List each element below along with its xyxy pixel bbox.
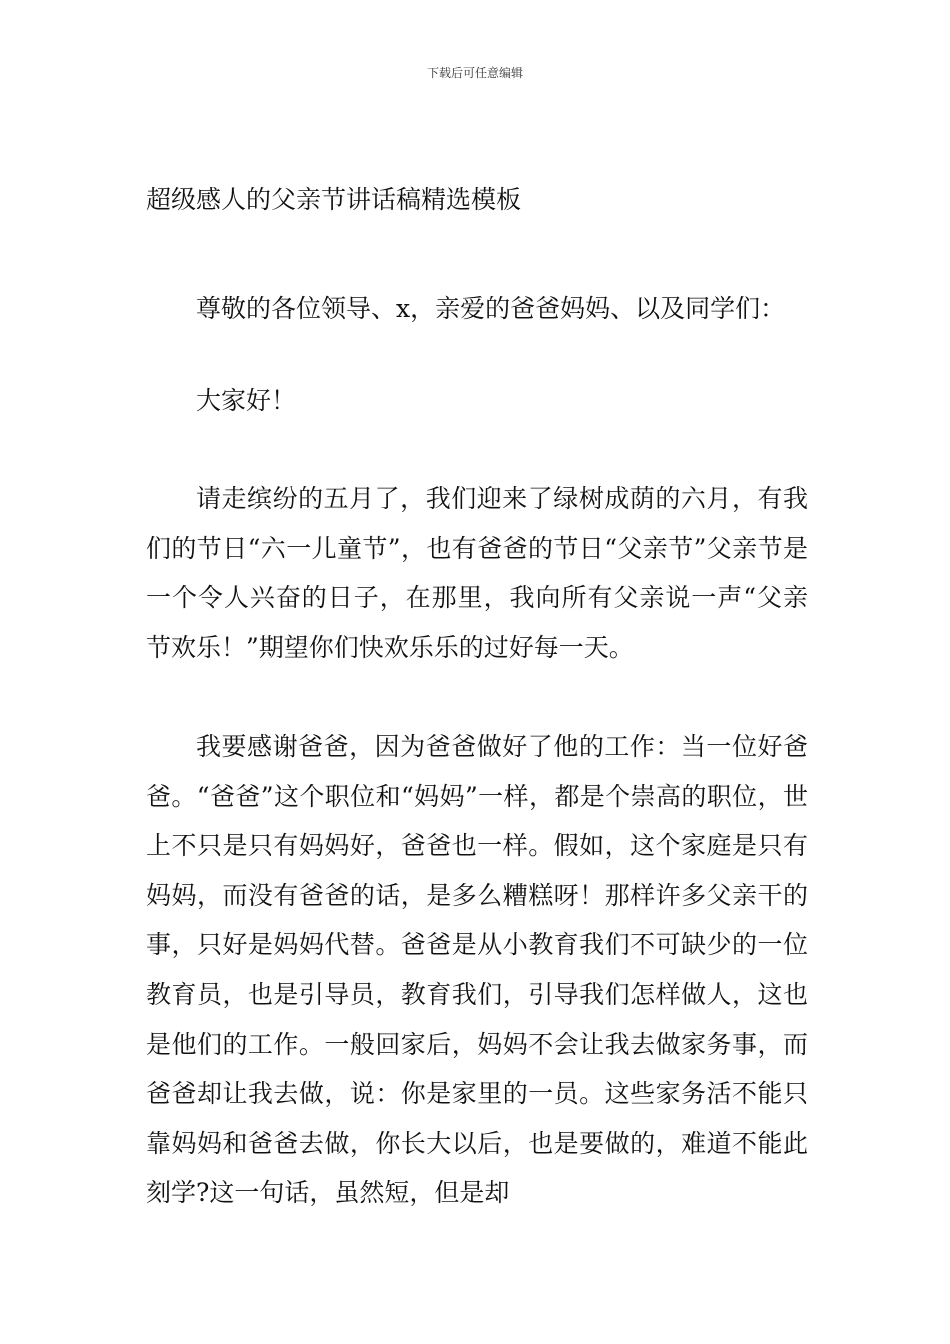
page-header: 下载后可任意编辑 [426, 66, 523, 80]
paragraph-body: 我要感谢爸爸，因为爸爸做好了他的工作：当一位好爸爸。“爸爸”这个职位和“妈妈”一样，都是个崇高的职位，世上不只是只有妈妈好，爸爸也一样。假如，这个家庭是只有妈妈，而没有爸爸的话，是多么糟糕呀！那样许多父亲干的事，只好是妈妈代替。爸爸是从小教育我们不可缺少的一位教育员，也是引导员，教育我们，引导我们怎样做人，这也是他们的工作。一般回家后，妈妈不会让我去做家务事，而爸爸却让我去做，说：你是家里的一员。这些家务活不能只靠妈妈和爸爸去做，你长大以后，也是要做的，难道不能此刻学?这一句话，虽然短，但是却 [146, 732, 808, 1208]
paragraph-hello: 大家好！ [196, 386, 297, 415]
document-title: 超级感人的父亲节讲话稿精选模板 [146, 185, 522, 214]
paragraph-greeting: 尊敬的各位领导、x，亲爱的爸爸妈妈、以及同学们： [196, 294, 786, 323]
paragraph-body: 请走缤纷的五月了，我们迎来了绿树成荫的六月，有我们的节日“六一儿童节”，也有爸爸的节日“父亲节”父亲节是一个令人兴奋的日子，在那里，我向所有父亲说一声“父亲节欢乐！”期望你们快欢乐乐的过好每一天。 [146, 484, 808, 662]
